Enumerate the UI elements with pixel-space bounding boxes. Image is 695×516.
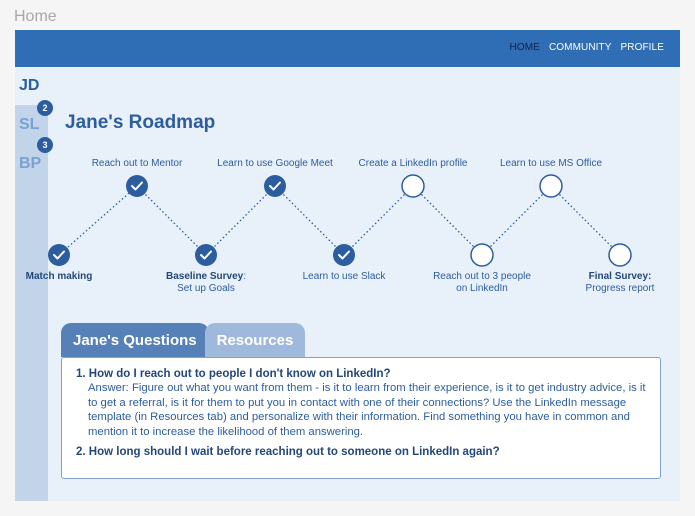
- milestone-label: Learn to use MS Office: [499, 158, 603, 169]
- user-tab-bp[interactable]: BP: [19, 155, 42, 172]
- question-tabs: [61, 323, 305, 357]
- roadmap-connector: [275, 186, 344, 255]
- tab-janes-questions[interactable]: Jane's Questions: [61, 323, 209, 357]
- milestone-pending-icon[interactable]: [402, 175, 424, 197]
- question-1[interactable]: 1. How do I reach out to people I don't know on LinkedIn?: [76, 368, 391, 380]
- page-label: Home: [14, 8, 57, 25]
- dashboard: [15, 67, 680, 501]
- tab-resources[interactable]: Resources: [205, 323, 306, 357]
- top-navbar: [15, 30, 680, 67]
- main-nav: [510, 42, 664, 53]
- roadmap-connector: [59, 186, 137, 255]
- nav-home[interactable]: HOME: [509, 42, 540, 53]
- roadmap-connector: [206, 186, 275, 255]
- roadmap-connector: [413, 186, 482, 255]
- milestone-label: Match making: [25, 271, 93, 282]
- question-2[interactable]: 2. How long should I wait before reaching out to someone on LinkedIn again?: [76, 445, 500, 458]
- milestone-done-icon[interactable]: [333, 244, 355, 266]
- milestone-done-icon[interactable]: [48, 244, 70, 266]
- questions-panel: [61, 357, 661, 479]
- user-tab-sl[interactable]: SL: [19, 116, 40, 133]
- nav-profile[interactable]: PROFILE: [620, 42, 664, 53]
- user-tab-jd[interactable]: JD: [19, 77, 40, 94]
- milestone-label: Final Survey: Progress report: [585, 271, 655, 294]
- milestone-pending-icon[interactable]: [540, 175, 562, 197]
- notification-badge-bp: 3: [37, 137, 53, 153]
- milestone-label: Learn to use Google Meet: [217, 158, 333, 169]
- roadmap-connector: [137, 186, 206, 255]
- roadmap-connector: [344, 186, 413, 255]
- roadmap-title: Jane's Roadmap: [65, 112, 216, 133]
- notification-badge-sl: 2: [37, 100, 53, 116]
- milestone-done-icon[interactable]: [264, 175, 286, 197]
- milestone-label: Learn to use Slack: [302, 271, 386, 282]
- milestone-label: Create a LinkedIn profile: [358, 158, 468, 169]
- roadmap-connector: [551, 186, 620, 255]
- roadmap-connector: [482, 186, 551, 255]
- nav-community[interactable]: COMMUNITY: [548, 42, 612, 53]
- answer-1: Answer: Figure out what you want from them - is it to learn from their experience, is it to get industry advice, is it to get a referral, is it for them to put you in contact with one of their connections? Use the LinkedIn message template (in Resources tab) and personalize with their information. Find something you have in common and mention it to increase the likelihood of them answering.: [88, 382, 646, 439]
- milestone-done-icon[interactable]: [126, 175, 148, 197]
- milestone-label: Reach out to 3 people on LinkedIn: [433, 271, 531, 294]
- milestone-done-icon[interactable]: [195, 244, 217, 266]
- milestone-label: Baseline Survey: Set up Goals: [165, 271, 247, 294]
- milestone-label: Reach out to Mentor: [91, 158, 183, 169]
- milestone-pending-icon[interactable]: [609, 244, 631, 266]
- milestone-pending-icon[interactable]: [471, 244, 493, 266]
